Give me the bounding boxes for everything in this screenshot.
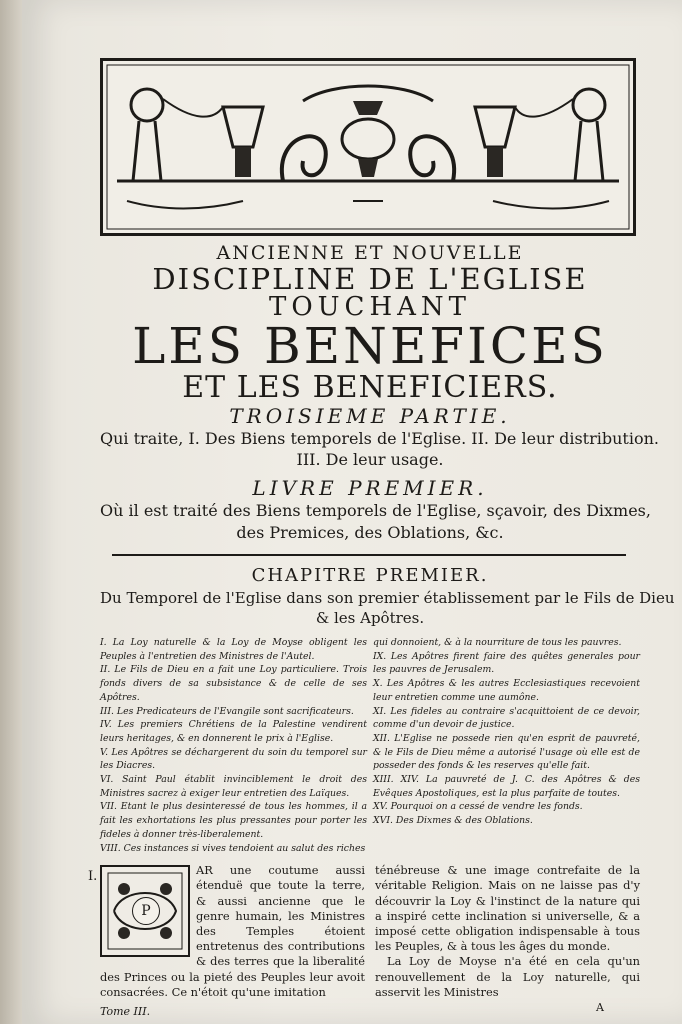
chapter-subtitle-2: & les Apôtres. (315, 609, 425, 627)
ornament-engraving (103, 61, 633, 233)
summary-item: II. Le Fils de Dieu en a fait une Loy particuliere. Trois fonds divers de sa subsistance & de celle de ses Apôtres. (100, 664, 367, 703)
summary-item: XV. Pourquoi on a cessé de vendre les fonds. (373, 801, 583, 813)
chapter-heading: CHAPITRE PREMIER. (251, 565, 489, 586)
summary-item: V. Les Apôtres se déchargerent du soin du temporel sur les Diacres. (100, 746, 367, 772)
body-paragraph: AR une coutume aussi étenduë que toute la terre, & aussi ancienne que le genre humain, les Ministres des Temples étoient entretenus des contributions & des terres que la liberalité des Princes ou la pieté des Peuples leur avoit consacrées. Ce n'étoit qu'une imitation (100, 863, 365, 999)
summary-item: XVI. Des Dixmes & des Oblations. (373, 815, 533, 827)
volume-label: Tome III. (100, 1005, 151, 1019)
title-line-2: DISCIPLINE DE L'EGLISE (152, 262, 588, 296)
summary-item: IV. Les premiers Chrétiens de la Palestine vendirent leurs heritages, & en donnerent le prix à l'Eglise. (100, 719, 367, 744)
summary-item: XI. Les fideles au contraire s'acquittoient de ce devoir, comme d'un devoir de justice. (373, 705, 640, 731)
divider-rule (112, 554, 626, 556)
summary-column-right (373, 636, 640, 855)
summary-item: IX. Les Apôtres firent faire des quêtes generales pour les pauvres de Jerusalem. (373, 650, 640, 676)
title-line-1: ANCIENNE ET NOUVELLE (216, 242, 524, 264)
dropcap-letter: P (132, 897, 160, 925)
ornamental-initial (88, 865, 190, 957)
book-heading: LIVRE PREMIER. (252, 476, 488, 500)
signature-mark: A (596, 1001, 604, 1015)
body-paragraph: ténébreuse & une image contrefaite de la véritable Religion. Mais on ne laisse pas d'y découvrir la Loy & l'instinct de la nature qui a inspiré cette inclination si universelle, & a imposé cette obligation indispensable à tous les Peuples, & à tous les âges du monde. (375, 863, 640, 954)
summary-item: X. Les Apôtres & les autres Ecclesiastiques recevoient leur entretien comme une aumône. (373, 678, 640, 703)
summary-column-left (100, 636, 367, 855)
book-gutter (0, 0, 22, 1024)
title-line-3: TOUCHANT (268, 292, 471, 322)
chapter-summary (100, 636, 640, 855)
summary-item: I. La Loy naturelle & la Loy de Moyse obligent les Peuples à l'entretien des Ministres de l'Autel. (100, 637, 367, 662)
section-number: I. (88, 869, 98, 885)
body-column-left (88, 863, 365, 1019)
summary-item: qui donnoient, & à la nourriture de tous les pauvres. (373, 637, 622, 648)
headpiece-ornament (100, 58, 636, 236)
book-description-2: des Premices, des Oblations, &c. (236, 523, 504, 542)
part-heading: TROISIEME PARTIE. (229, 404, 511, 428)
summary-item: XII. L'Eglise ne possede rien qu'en esprit de pauvreté, & le Fils de Dieu même a autorisé l'usage où elle est de posseder des fonds & les reserves qu'elle fait. (373, 732, 640, 772)
page-content (88, 58, 675, 1019)
title-line-5: ET LES BENEFICIERS. (182, 370, 558, 405)
body-paragraph: La Loy de Moyse n'a été en cela qu'un renouvellement de la Loy naturelle, qui asservit les Ministres (375, 954, 640, 999)
part-description-2: III. De leur usage. (296, 450, 444, 469)
body-text (88, 863, 640, 1019)
book-page (22, 0, 682, 1024)
title-line-4: LES BENEFICES (132, 317, 608, 375)
book-description-1: Où il est traité des Biens temporels de l'Eglise, sçavoir, des Dixmes, (100, 501, 651, 520)
summary-item: XIII. XIV. La pauvreté de J. C. des Apôtres & des Evêques Apostoliques, est la plus parfaite de toutes. (373, 774, 640, 799)
summary-item: VIII. Ces instances si vives tendoient au salut des riches (100, 842, 366, 854)
summary-item: III. Les Predicateurs de l'Evangile sont sacrificateurs. (100, 705, 354, 717)
summary-item: VII. Etant le plus desinteressé de tous les hommes, il a fait les exhortations les plus pressantes pour porter les fideles à donner très-liberalement. (100, 801, 367, 840)
chapter-subtitle-1: Du Temporel de l'Eglise dans son premier établissement par le Fils de Dieu (100, 589, 675, 607)
summary-item: VI. Saint Paul établit invinciblement le droit des Ministres sacrez à exiger leur entretien des Laïques. (100, 774, 367, 799)
part-description-1: Qui traite, I. Des Biens temporels de l'Eglise. II. De leur distribution. (100, 429, 659, 448)
body-column-right (375, 863, 640, 1019)
